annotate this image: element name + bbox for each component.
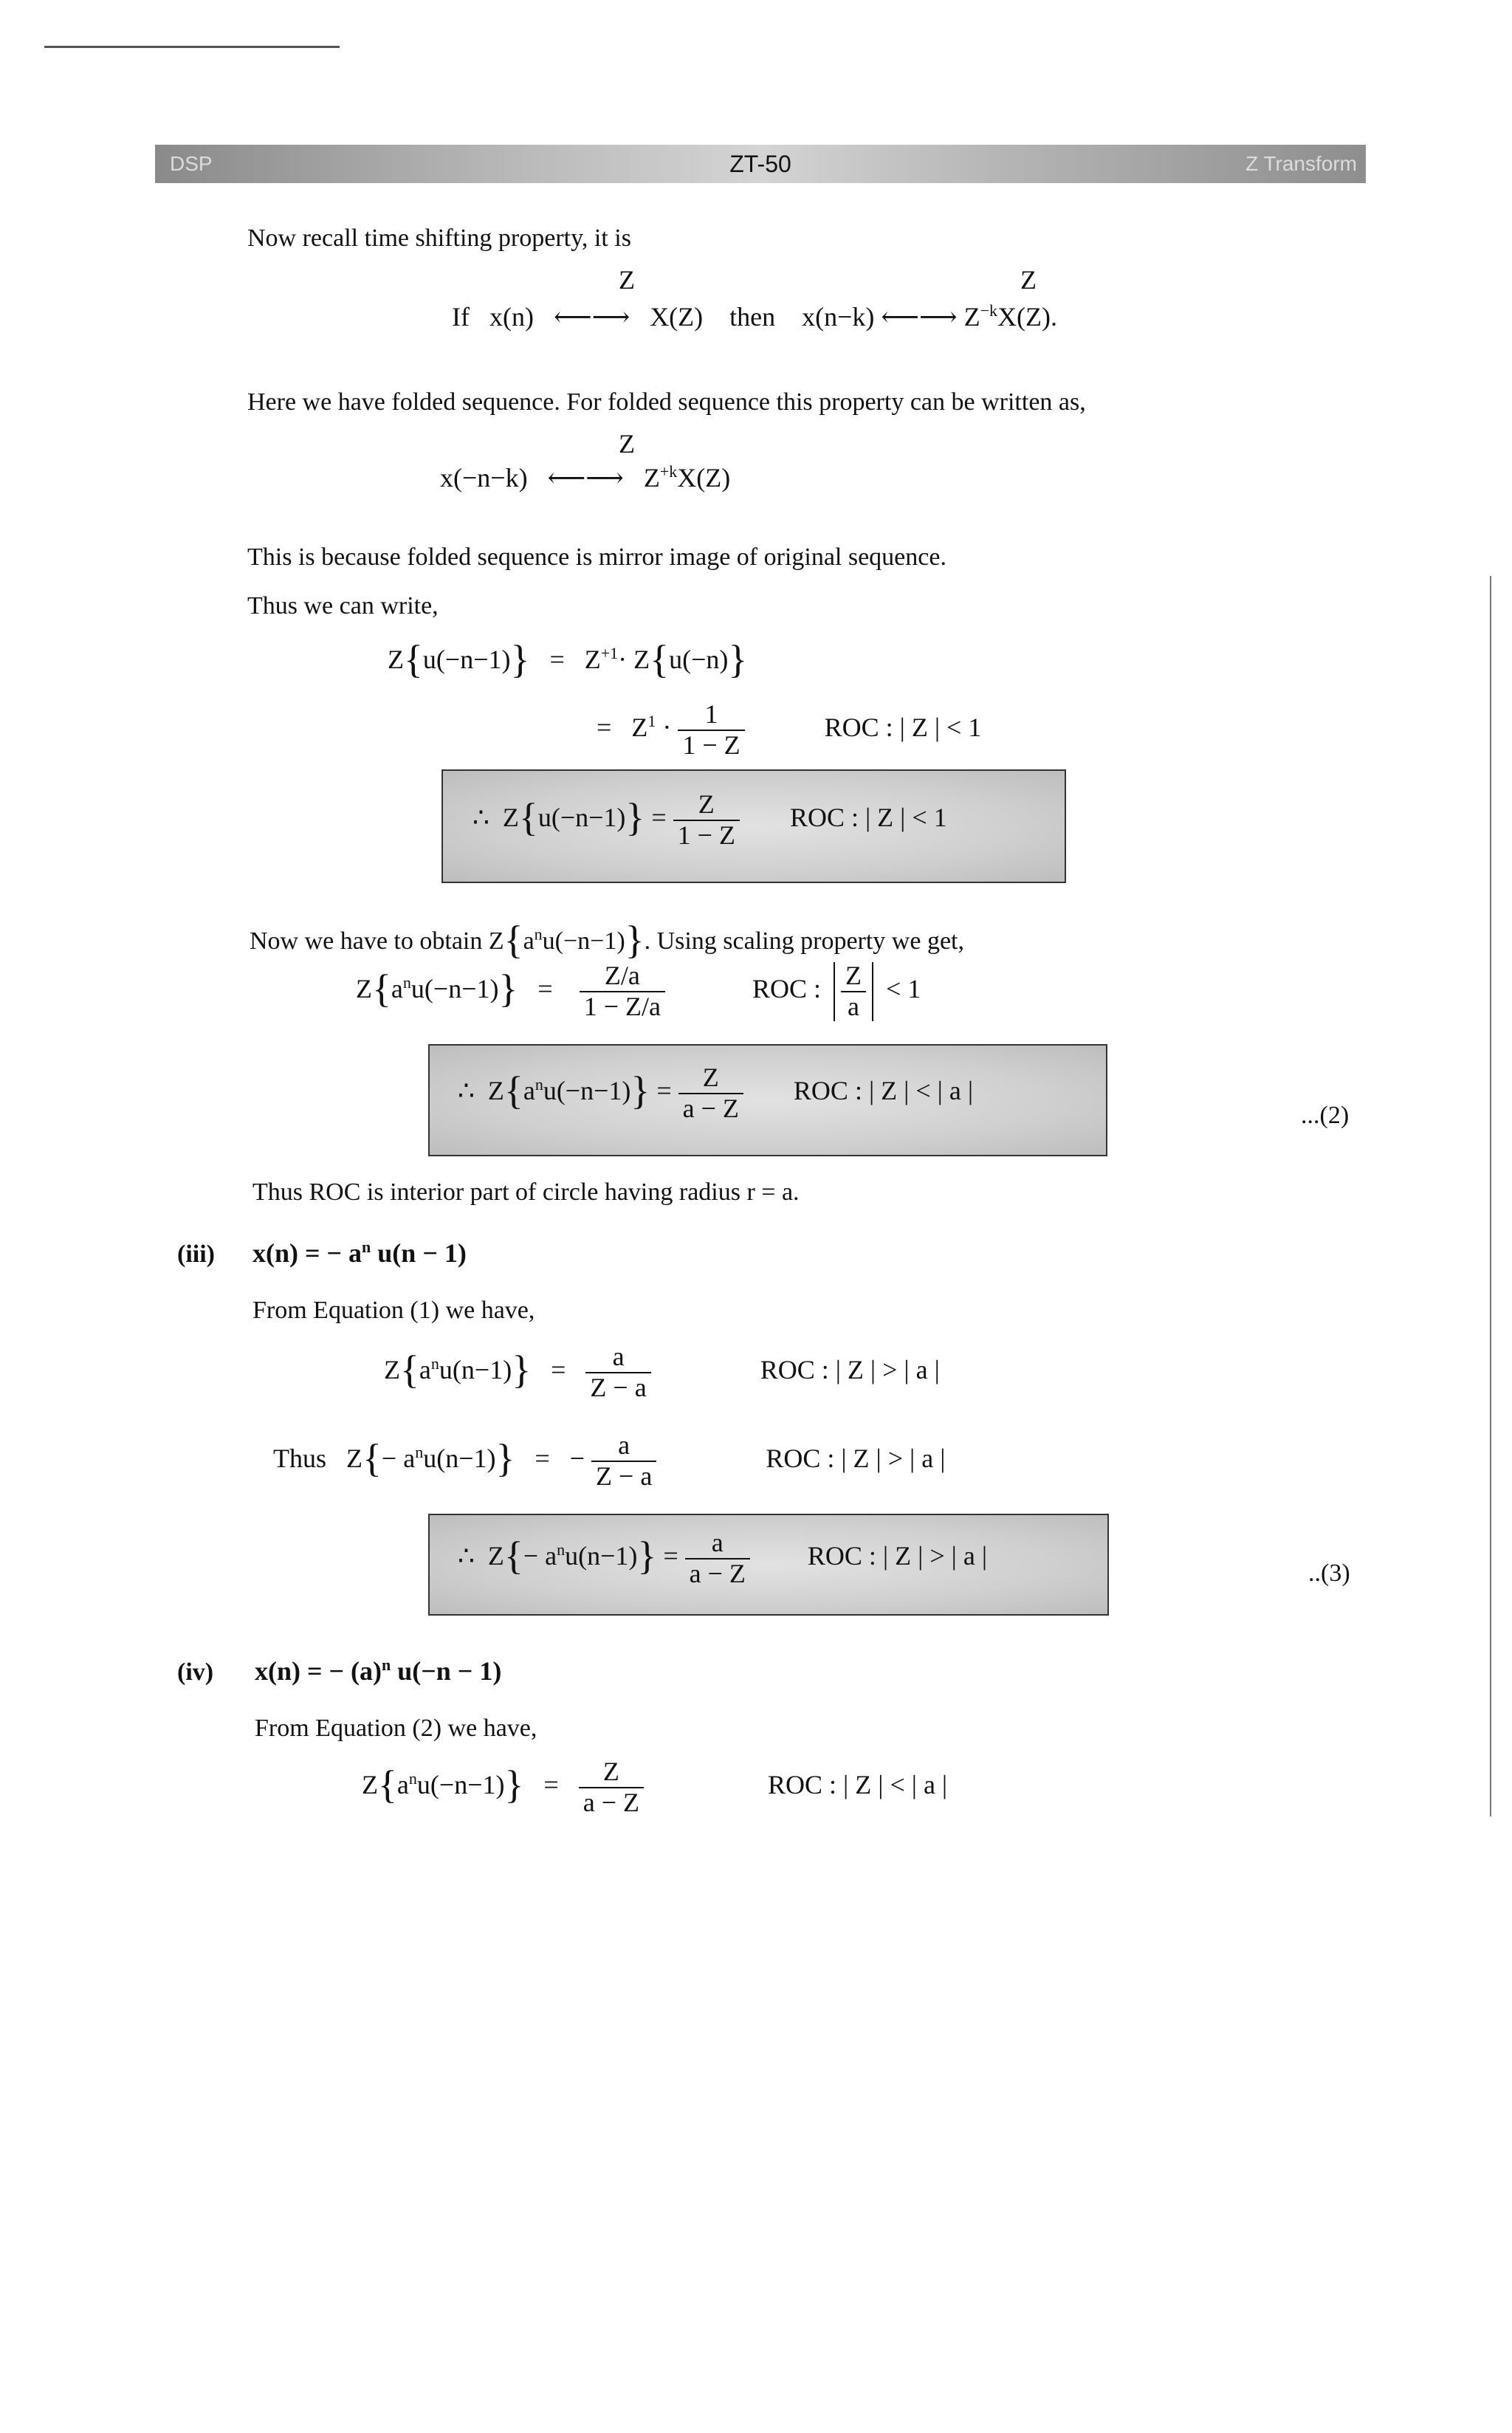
eq1-equals: = (549, 645, 565, 674)
box2-roc: ROC : | Z | < | a | (793, 1075, 974, 1105)
eq1-arg: u(−n−1) (422, 645, 511, 674)
eq3-equals: = (537, 973, 553, 1003)
equation-number-3: ..(3) (1308, 1559, 1350, 1587)
box3-den: a − Z (689, 1558, 746, 1588)
eq4-u: u(n−1) (439, 1354, 512, 1384)
box2-exp: n (535, 1074, 543, 1094)
eq5-roc: ROC : | Z | > | a | (766, 1443, 946, 1473)
eq3-z: Z (356, 973, 372, 1003)
sec4-post: u(−n − 1) (397, 1656, 502, 1686)
equation-5: Thus $Z\{- a^nu(n-1)\}$ = − $\frac{a}{Z - a}$ ROC : | Z | > | a | (273, 1430, 946, 1491)
z-label-1: Z (619, 265, 635, 295)
equation-number-2: ...(2) (1301, 1102, 1350, 1129)
eq1-rhs-arg: u(−n) (669, 645, 729, 674)
section-title-iii (252, 1238, 467, 1269)
paragraph-thus: Thus we can write, (247, 592, 439, 620)
z-label-2: Z (1020, 265, 1037, 295)
eq6-den: a − Z (583, 1787, 640, 1817)
eq2-num: 1 (678, 700, 744, 731)
box3-num: a (685, 1528, 750, 1559)
box3-roc: ROC : | Z | > | a | (807, 1540, 988, 1571)
para5-u: u(−n−1) (542, 927, 625, 955)
eq6-roc: ROC : | Z | < | a | (768, 1769, 948, 1799)
eq3-roc-label: ROC : (752, 973, 822, 1003)
eq-lhs: x(n) (489, 302, 534, 332)
sec4-exp: n (382, 1655, 391, 1674)
eq6-exp: n (408, 1768, 417, 1788)
eq5-a: − a (381, 1443, 416, 1473)
eq4-fraction (585, 1342, 650, 1402)
eq4-exp: n (430, 1353, 439, 1373)
sec4-pre: x(n) = − (a) (255, 1656, 382, 1686)
eq5-fraction (591, 1431, 656, 1491)
eq-rhs2-z: Z (963, 302, 980, 332)
folded-lhs: x(−n−k) (440, 463, 528, 493)
eq6-equals: = (543, 1769, 559, 1799)
eq5-num: a (591, 1431, 656, 1462)
eq3-fraction (580, 961, 665, 1021)
para5-text-b: . Using scaling property we get, (644, 927, 964, 955)
equation-1: Z{u(−n−1)} = $Z^{+1}\cdot Z\{u(-n)\}$ (388, 637, 748, 682)
eq2-exp: 1 (647, 711, 656, 730)
equation-folded (440, 462, 730, 493)
eq3-roc-tail: < 1 (886, 973, 921, 1003)
eq1-rhs-exp: +1 (600, 644, 619, 662)
equation-2 (597, 700, 981, 760)
box1-fraction (673, 790, 740, 850)
box3-equation: ∴ $Z\{- a^nu(n-1)\}$ = $\frac{a}{a - Z}$ ROC : | Z | > | a | (458, 1528, 988, 1588)
header-right-text: Z Transform (1245, 152, 1357, 175)
header-left-text: DSP (170, 152, 213, 175)
box2-equation: ∴ $Z\{a^nu(-n-1)\}$ = $\frac{Z}{a - Z}$ ROC : | Z | < | a | (458, 1063, 974, 1123)
eq3-den: 1 − Z/a (583, 991, 662, 1021)
box1-arg: u(−n−1) (537, 802, 626, 832)
paragraph-folded: Here we have folded sequence. For folded sequence this property can be written as, (247, 388, 1086, 416)
box3-fraction (685, 1528, 750, 1588)
eq5-u: u(n−1) (423, 1443, 496, 1473)
eq5-equals: = (535, 1443, 550, 1473)
para5-text-a: Now we have to obtain Z (250, 927, 504, 955)
eq3-exp: n (402, 972, 411, 992)
box2-den: a − Z (682, 1093, 739, 1123)
double-arrow-icon: ⟵⟶ (547, 463, 624, 493)
eq4-roc: ROC : | Z | > | a | (760, 1354, 940, 1384)
therefore-icon: ∴ (458, 1540, 475, 1571)
eq2-roc: ROC : | Z | < 1 (824, 712, 982, 742)
eq2-dot: · (662, 712, 672, 742)
eq6-fraction (579, 1757, 644, 1817)
z-label-folded: Z (619, 429, 635, 459)
box1-equation: ∴ Z{u(−n−1)} = $\frac{Z}{1 - Z}$ ROC : | Z | < 1 (472, 789, 947, 850)
box1-num: Z (673, 790, 740, 821)
box3-z: Z (487, 1540, 504, 1571)
section-label-iii: (iii) (177, 1240, 215, 1268)
eq3-num: Z/a (580, 961, 665, 992)
eq6-u: u(−n−1) (416, 1769, 505, 1799)
eq-lhs2: x(n−k) (802, 302, 875, 332)
eq3-u: u(−n−1) (410, 973, 499, 1003)
eq4-a: a (419, 1354, 431, 1384)
folded-rhs-exp: +k (659, 462, 678, 481)
double-arrow-icon: ⟵⟶ (553, 302, 630, 332)
folded-rhs-x: X(Z) (677, 463, 731, 493)
page-header-banner (155, 145, 1366, 183)
abs-bar-left (834, 962, 835, 1021)
scan-artifact-line (44, 46, 340, 48)
paragraph-mirror: This is because folded sequence is mirror image of original sequence. (247, 543, 946, 571)
eq2-fraction (678, 700, 744, 760)
therefore-icon: ∴ (472, 802, 489, 832)
para5-exp: n (534, 924, 543, 944)
box2-u: u(−n−1) (543, 1075, 631, 1105)
equation-4: $Z\{a^nu(n-1)\}$ = $\frac{a}{Z - a}$ ROC : | Z | > | a | (384, 1342, 940, 1402)
section-label-iv: (iv) (177, 1658, 214, 1686)
eq-rhs: X(Z) (650, 302, 704, 332)
equation-3: $Z\{a^nu(-n-1)\}$ = $\frac{Z/a}{1 - Z/a}$ ROC : $\frac{Z}{a}$ < 1 (356, 961, 921, 1021)
eq4-z: Z (384, 1354, 400, 1384)
eq6-z: Z (362, 1769, 378, 1799)
double-arrow-icon: ⟵⟶ (881, 302, 958, 332)
eq5-thus: Thus (273, 1443, 326, 1473)
sec3-exp: n (362, 1238, 371, 1256)
sec3-post: u(n − 1) (377, 1238, 467, 1268)
eq6-num: Z (579, 1757, 644, 1788)
eq3-roc-den: a (848, 991, 860, 1021)
eq4-den: Z − a (590, 1372, 647, 1402)
equation-6: $Z\{a^nu(-n-1)\}$ = $\frac{Z}{a - Z}$ ROC : | Z | < | a | (362, 1757, 948, 1817)
eq1-rhs-z2: · Z (618, 645, 650, 674)
scan-artifact-edge (1490, 576, 1491, 1816)
equation-time-shift (452, 301, 1057, 332)
box3-exp: n (557, 1540, 566, 1559)
box2-equals: = (656, 1075, 672, 1105)
if-word: If (452, 302, 470, 332)
eq6-a: a (396, 1769, 409, 1799)
eq4-num: a (585, 1342, 650, 1373)
sec3-pre: x(n) = − a (252, 1238, 362, 1268)
box1-z: Z (502, 802, 519, 832)
para5-a: a (523, 927, 535, 955)
page-number: ZT-50 (729, 151, 791, 177)
abs-bar-right (872, 962, 873, 1021)
eq3-roc-num: Z (841, 961, 866, 992)
box1-den: 1 − Z (677, 820, 735, 850)
paragraph-scaling: Now we have to obtain $Z\{a^nu(-n-1)\}$. Using scaling property we get, (250, 918, 964, 962)
paragraph-from-eq1: From Equation (1) we have, (252, 1297, 535, 1324)
eq5-minus: − (569, 1443, 585, 1473)
eq3-a: a (391, 973, 403, 1003)
box1-equals: = (651, 802, 667, 832)
eq3-roc-fraction (841, 961, 866, 1021)
paragraph-roc-interior: Thus ROC is interior part of circle having radius r = a. (252, 1178, 800, 1206)
eq5-z: Z (346, 1443, 362, 1473)
box2-z: Z (487, 1075, 504, 1105)
box2-a: a (523, 1075, 535, 1105)
section-title-iv (255, 1655, 501, 1686)
eq2-z: Z (631, 712, 648, 742)
box2-num: Z (678, 1063, 743, 1094)
eq5-den: Z − a (596, 1461, 653, 1491)
eq4-equals: = (551, 1354, 566, 1384)
paragraph-from-eq2: From Equation (2) we have, (255, 1715, 537, 1742)
eq1-rhs-z: Z (584, 645, 601, 674)
eq-rhs2-x: X(Z). (997, 302, 1058, 332)
eq-rhs2-exp: −k (980, 301, 998, 320)
eq5-exp: n (415, 1442, 424, 1461)
eq2-den: 1 − Z (682, 730, 740, 760)
eq2-equals: = (597, 712, 612, 742)
folded-rhs-z: Z (643, 463, 660, 493)
eq1-z: Z (388, 645, 404, 674)
box2-fraction (678, 1063, 743, 1123)
then-word: then (729, 302, 776, 332)
therefore-icon: ∴ (458, 1075, 475, 1105)
box3-u: u(n−1) (565, 1540, 638, 1571)
paragraph-time-shift: Now recall time shifting property, it is (247, 224, 631, 252)
box1-roc: ROC : | Z | < 1 (789, 802, 947, 832)
box3-a: − a (523, 1540, 557, 1571)
box3-equals: = (663, 1540, 678, 1571)
